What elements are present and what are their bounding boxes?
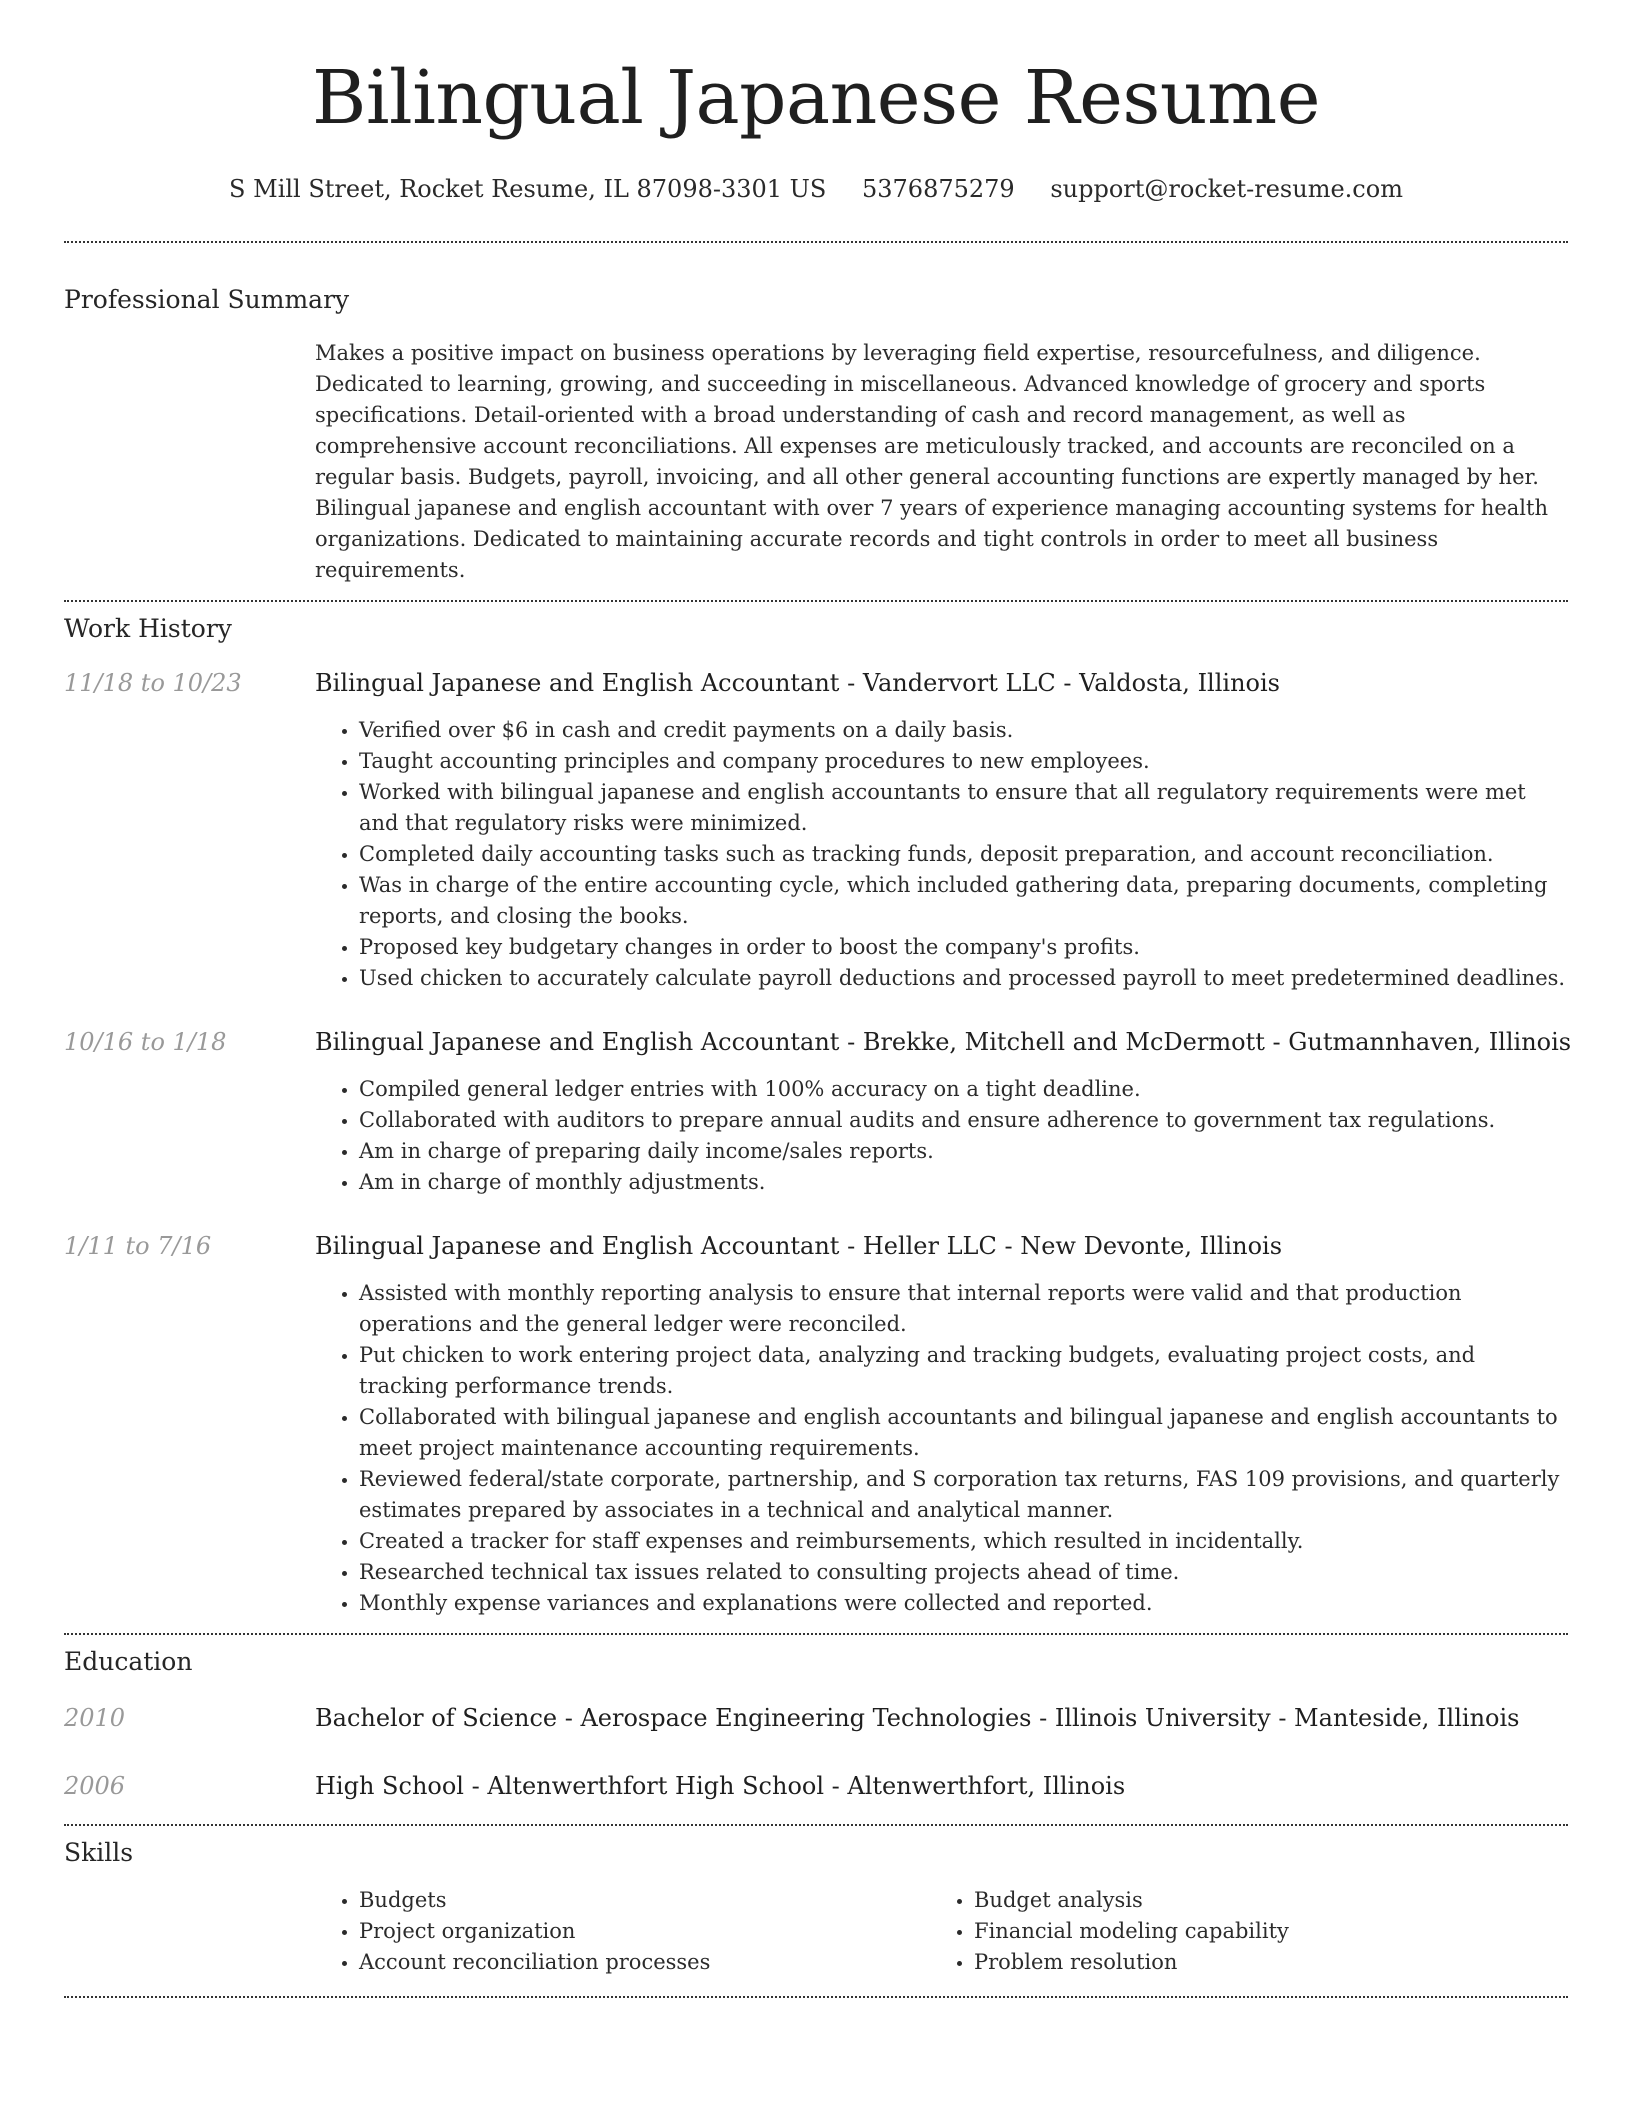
job-bullet: • Compiled general ledger entries with 100% accuracy on a tight deadline. [359, 1074, 1568, 1105]
education-entry [64, 1771, 1568, 1801]
divider [64, 241, 1568, 243]
job-date: 10/16 to 1/18 [64, 1028, 227, 1056]
job-bullet: • Was in charge of the entire accounting cycle, which included gathering data, preparing documents, completing reports, and closing the books. [359, 870, 1568, 932]
education-date: 2006 [64, 1772, 126, 1800]
section-title-skills: Skills [64, 1838, 134, 1867]
job-bullet: • Monthly expense variances and explanations were collected and reported. [359, 1588, 1568, 1619]
contact-address: S Mill Street, Rocket Resume, IL 87098-3301 US [229, 175, 827, 203]
job-bullet: • Created a tracker for staff expenses and reimbursements, which resulted in incidentally. [359, 1526, 1568, 1557]
education-title: High School - Altenwerthfort High School - Altenwerthfort, Illinois [315, 1772, 1126, 1800]
skill-item: • Budget analysis [974, 1885, 1545, 1916]
skills-list [315, 1885, 1568, 1978]
job-bullet: • Completed daily accounting tasks such as tracking funds, deposit preparation, and account reconciliation. [359, 839, 1568, 870]
job-date: 11/18 to 10/23 [64, 669, 242, 697]
contact-phone: 5376875279 [861, 175, 1015, 203]
divider [64, 600, 1568, 602]
contact-line [64, 174, 1568, 204]
section-title-education: Education [64, 1647, 193, 1676]
job-bullet: • Taught accounting principles and company procedures to new employees. [359, 746, 1568, 777]
job-date: 1/11 to 7/16 [64, 1232, 212, 1260]
divider [64, 1996, 1568, 1998]
summary-text: Makes a positive impact on business operations by leveraging field expertise, resourcefulness, and diligence. Dedicated to learning, growing, and succeeding in miscellaneous. Advanced knowledge of grocery and sports specifications. Detail-oriented with a broad understanding of cash and record management, as well as comprehensive account reconciliations. All expenses are meticulously tracked, and accounts are reconciled on a regular basis. Budgets, payroll, invoicing, and all other general accounting functions are expertly managed by her. Bilingual japanese and english accountant with over 7 years of experience managing accounting systems for health organizations. Dedicated to maintaining accurate records and tight controls in order to meet all business requirements. [315, 341, 1548, 582]
job-bullet: • Used chicken to accurately calculate payroll deductions and processed payroll to meet predetermined deadlines. [359, 963, 1568, 994]
skill-item: • Budgets [359, 1885, 930, 1916]
skills-column [315, 1885, 930, 1978]
section-title-summary: Professional Summary [64, 285, 350, 314]
job-entry [64, 1231, 1568, 1261]
job-bullet: • Am in charge of preparing daily income/sales reports. [359, 1136, 1568, 1167]
job-entry [64, 668, 1568, 698]
education-entry [64, 1703, 1568, 1733]
job-bullet: • Am in charge of monthly adjustments. [359, 1167, 1568, 1198]
job-bullets [64, 715, 1568, 994]
education-date: 2010 [64, 1704, 126, 1732]
resume-page [64, 0, 1572, 1998]
job-bullet: • Proposed key budgetary changes in order to boost the company's profits. [359, 932, 1568, 963]
job-bullets [64, 1074, 1568, 1198]
job-bullet: • Worked with bilingual japanese and english accountants to ensure that all regulatory requirements were met and that regulatory risks were minimized. [359, 777, 1568, 839]
job-bullet: • Collaborated with bilingual japanese and english accountants and bilingual japanese and english accountants to meet project maintenance accounting requirements. [359, 1402, 1568, 1464]
education-title: Bachelor of Science - Aerospace Engineering Technologies - Illinois University - Manteside, Illinois [315, 1704, 1520, 1732]
job-title: Bilingual Japanese and English Accountant - Heller LLC - New Devonte, Illinois [315, 1232, 1283, 1260]
skill-item: • Project organization [359, 1916, 930, 1947]
job-title: Bilingual Japanese and English Accountant - Vandervort LLC - Valdosta, Illinois [315, 669, 1280, 697]
job-title: Bilingual Japanese and English Accountant - Brekke, Mitchell and McDermott - Gutmannhaven, Illinois [315, 1028, 1572, 1056]
job-bullet: • Put chicken to work entering project data, analyzing and tracking budgets, evaluating project costs, and tracking performance trends. [359, 1340, 1568, 1402]
job-bullet: • Reviewed federal/state corporate, partnership, and S corporation tax returns, FAS 109 provisions, and quarterly estimates prepared by associates in a technical and analytical manner. [359, 1464, 1568, 1526]
job-bullet: • Collaborated with auditors to prepare annual audits and ensure adherence to government tax regulations. [359, 1105, 1568, 1136]
contact-email: support@rocket-resume.com [1050, 175, 1403, 203]
divider [64, 1824, 1568, 1826]
skill-item: • Financial modeling capability [974, 1916, 1545, 1947]
section-title-work: Work History [64, 614, 232, 643]
resume-title: Bilingual Japanese Resume [312, 55, 1320, 141]
job-entry [64, 1027, 1572, 1057]
job-bullet: • Verified over $6 in cash and credit payments on a daily basis. [359, 715, 1568, 746]
skill-item: • Problem resolution [974, 1947, 1545, 1978]
skill-item: • Account reconciliation processes [359, 1947, 930, 1978]
job-bullets [64, 1278, 1568, 1619]
job-bullet: • Researched technical tax issues related to consulting projects ahead of time. [359, 1557, 1568, 1588]
job-bullet: • Assisted with monthly reporting analysis to ensure that internal reports were valid and that production operations and the general ledger were reconciled. [359, 1278, 1568, 1340]
divider [64, 1633, 1568, 1635]
skills-column [930, 1885, 1545, 1978]
